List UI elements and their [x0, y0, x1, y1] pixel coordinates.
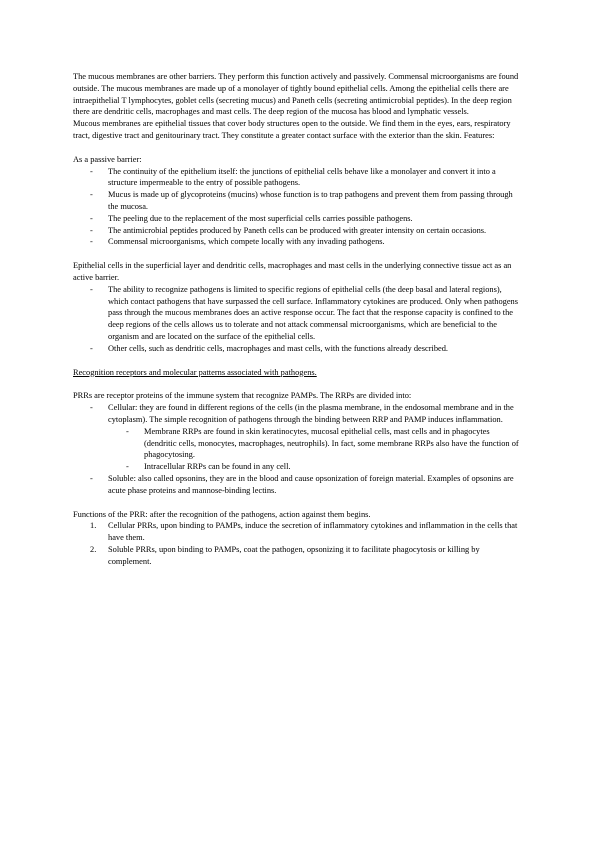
list-item-text: The antimicrobial peptides produced by Paneth cells can be produced with greater intensity on certain occasions. — [108, 225, 487, 235]
sub-list-item — [73, 426, 520, 461]
list-item — [73, 189, 520, 213]
list-marker: - — [90, 166, 93, 176]
intro-paragraph-1: The mucous membranes are other barriers. They perform this function actively and passively. Commensal microorganisms are found outside. The mucous membranes are made up of a monolayer of tightly bound epithelial cells. Among the epithelial cells there are intraepithelial T lymphocytes, goblet cells (secreting mucus) and Paneth cells (secreting antimicrobial peptides). In the deep region there are dendritic cells, macrophages and mast cells. The deep region of the mucosa has blood and lymphatic vessels. — [73, 72, 519, 117]
list-marker: - — [90, 225, 93, 235]
passive-barrier-list — [73, 166, 520, 249]
list-marker: - — [90, 403, 93, 413]
list-number: 1. — [90, 521, 97, 531]
prr-type-list — [73, 402, 520, 496]
numbered-item-text: Soluble PRRs, upon binding to PAMPs, coat the pathogen, opsonizing it to facilitate phagocytosis or killing by complement. — [108, 544, 480, 566]
numbered-item — [73, 520, 520, 544]
spacer — [73, 497, 520, 509]
passive-barrier-heading: As a passive barrier: — [73, 154, 142, 164]
list-item — [73, 225, 520, 237]
list-item-text: The ability to recognize pathogens is limited to specific regions of epithelial cells (the deep basal and lateral regions), which contact pathogens that have surpassed the cell surface. Inflammatory cytokines are produced. Only when pathogens pass through the mucous membranes does an active response occur. The fact that the response capacity is confined to the deep regions of the cells allows us to tolerate and not attack commensal microorganisms, which are beneficial to the organism and are located on the surface of the epithelial cells. — [108, 284, 519, 341]
list-item-text: Mucus is made up of glycoproteins (mucins) whose function is to trap pathogens and prevent them from passing through the mucosa. — [108, 190, 513, 211]
intro-paragraph-2: Mucous membranes are epithelial tissues that cover body structures open to the outside. We find them in the eyes, ears, respiratory tract, digestive tract and genitourinary tract. They constitute a greater contact surface with the exterior than the skin. Features: — [73, 119, 511, 140]
list-marker: - — [90, 473, 93, 483]
sub-list-item-text: Intracellular RRPs can be found in any cell. — [144, 462, 291, 472]
numbered-item — [73, 544, 520, 568]
list-item — [73, 213, 520, 225]
list-marker: - — [90, 284, 93, 294]
list-marker: - — [90, 237, 93, 247]
list-item-text: Soluble: also called opsonins, they are in the blood and cause opsonization of foreign material. Examples of opsonins are acute phase proteins and mannose-binding lectins. — [108, 473, 514, 495]
section-title: Recognition receptors and molecular patterns associated with pathogens. — [73, 367, 317, 377]
list-marker: - — [90, 343, 93, 353]
list-marker: - — [126, 462, 129, 472]
list-item — [73, 236, 520, 248]
list-item-soluble — [73, 473, 520, 497]
list-number: 2. — [90, 544, 97, 554]
list-item-text: Cellular: they are found in different regions of the cells (in the plasma membrane, in the endosomal membrane and in the cytoplasm). The simple recognition of pathogens through the binding between RRP and PAMP induces inflammation. — [108, 403, 514, 424]
spacer — [73, 248, 520, 260]
functions-list — [73, 520, 520, 567]
numbered-item-text: Cellular PRRs, upon binding to PAMPs, induce the secretion of inflammatory cytokines and inflammation in the cells that have them. — [108, 521, 518, 543]
spacer — [73, 378, 520, 390]
list-item-text: Other cells, such as dendritic cells, macrophages and mast cells, with the functions already described. — [108, 343, 449, 353]
sub-list-item-text: Membrane RRPs are found in skin keratinocytes, mucosal epithelial cells, mast cells and in phagocytes (dendritic cells, monocytes, macrophages, neutrophils). In fact, some membrane RRPs also have the function of phagocytosing. — [144, 426, 519, 460]
cellular-sub-list — [73, 426, 520, 473]
spacer — [73, 142, 520, 154]
active-barrier-heading: Epithelial cells in the superficial layer and dendritic cells, macrophages and mast cells in the underlying connective tissue act as an active barrier. — [73, 261, 512, 282]
list-marker: - — [90, 190, 93, 200]
list-item-text: Commensal microorganisms, which compete locally with any invading pathogens. — [108, 237, 385, 247]
list-item-text: The peeling due to the replacement of the most superficial cells carries possible pathogens. — [108, 213, 413, 223]
functions-heading: Functions of the PRR: after the recognition of the pathogens, action against them begins. — [73, 509, 371, 519]
prr-intro: PRRs are receptor proteins of the immune system that recognize PAMPs. The RRPs are divided into: — [73, 391, 412, 401]
list-item — [73, 284, 520, 343]
list-item-text: The continuity of the epithelium itself: the junctions of epithelial cells behave like a monolayer and convert it into a structure impermeable to the entry of possible pathogens. — [108, 166, 496, 188]
list-item-cellular — [73, 402, 520, 473]
list-marker: - — [90, 213, 93, 223]
spacer — [73, 355, 520, 367]
list-marker: - — [126, 426, 129, 436]
list-item — [73, 166, 520, 190]
active-barrier-list — [73, 284, 520, 355]
list-item — [73, 343, 520, 355]
sub-list-item — [73, 461, 520, 473]
